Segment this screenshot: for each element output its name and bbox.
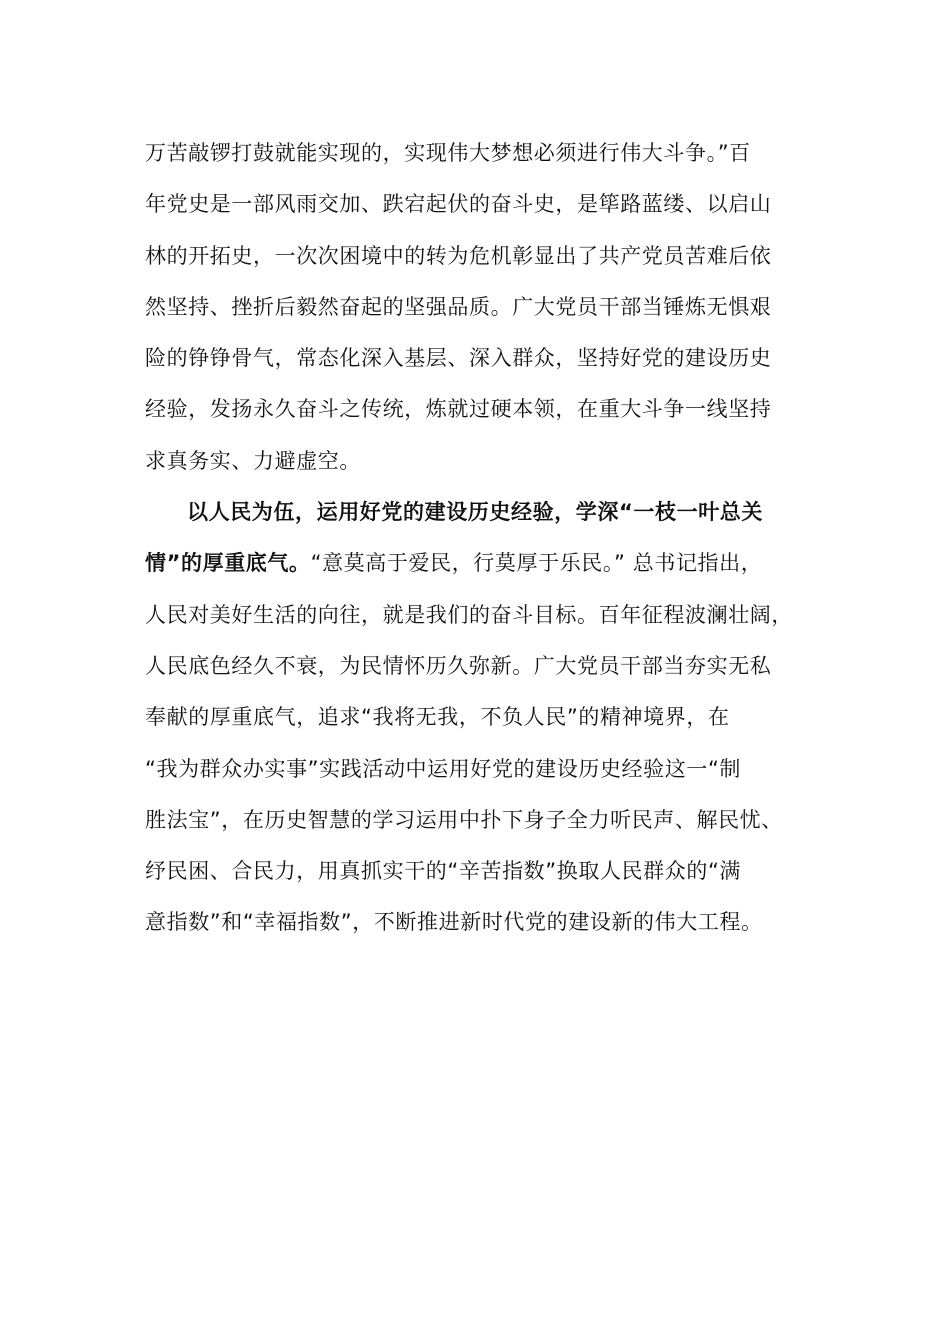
text-line: 纾民困、合民力，用真抓实干的“辛苦指数”换取人民群众的“满 [145, 859, 742, 884]
text-line: 然坚持、挫折后毅然奋起的坚强品质。广大党员干部当锤炼无惧艰 [145, 294, 772, 319]
text-line [145, 542, 825, 593]
text-line: 奉献的厚重底气，追求“我将无我，不负人民”的精神境界，在 [145, 705, 730, 730]
body-text [145, 132, 825, 953]
text-line: 胜法宝”，在历史智慧的学习运用中扑下身子全力听民声、解民忧、 [145, 807, 783, 832]
quote-text: “意莫高于爱民，行莫厚于乐民。” 总书记指出， [310, 551, 763, 576]
text-line: 险的铮铮骨气，常态化深入基层、深入群众，坚持好党的建设历史 [145, 346, 772, 371]
text-line: 年党史是一部风雨交加、跌宕起伏的奋斗史，是筚路蓝缕、以启山 [145, 192, 772, 217]
paragraph-2 [145, 491, 825, 953]
text-line: 人民底色经久不衰，为民情怀历久弥新。广大党员干部当夯实无私 [145, 653, 772, 678]
text-line: 意指数”和“幸福指数”，不断推进新时代党的建设新的伟大工程。 [145, 910, 763, 935]
text-line: 万苦敲锣打鼓就能实现的，实现伟大梦想必须进行伟大斗争。”百 [145, 141, 751, 165]
text-line: “我为群众办实事”实践活动中运用好党的建设历史经验这一“制 [145, 756, 742, 781]
section-heading-line: 以人民为伍，运用好党的建设历史经验，学深“一枝一叶总关 [187, 500, 763, 525]
text-line: 经验，发扬永久奋斗之传统，炼就过硬本领，在重大斗争一线坚持 [145, 397, 772, 422]
section-heading-end: 情”的厚重底气。 [145, 551, 311, 576]
text-line: 林的开拓史，一次次困境中的转为危机彰显出了共产党员苦难后依 [145, 243, 772, 268]
text-line: 人民对美好生活的向往，就是我们的奋斗目标。百年征程波澜壮阔， [145, 602, 793, 627]
text-line: 求真务实、力避虚空。 [145, 448, 361, 473]
paragraph-1 [145, 132, 825, 491]
